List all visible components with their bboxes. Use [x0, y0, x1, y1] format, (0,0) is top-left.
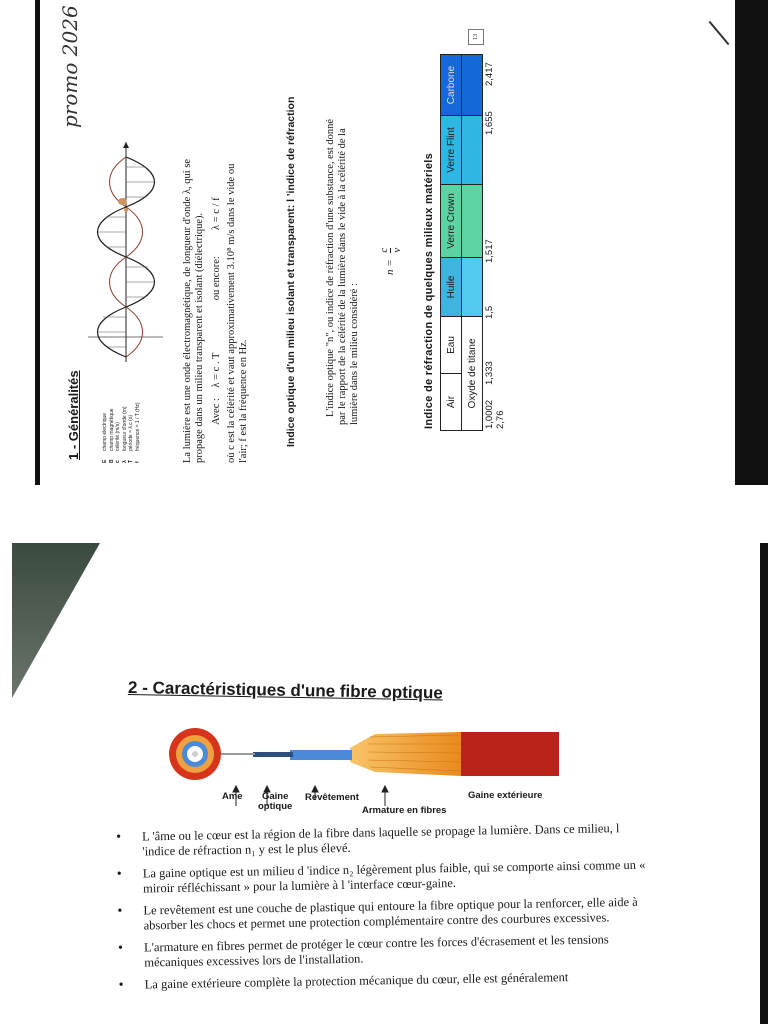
paper-stain — [124, 208, 128, 212]
table-color-cell — [462, 116, 483, 185]
table-value: 1,5 — [484, 305, 495, 319]
formula-numerator: c — [378, 247, 390, 253]
legend-item: Echamp électrique — [102, 412, 108, 463]
refraction-table — [440, 54, 483, 431]
bullet-item-armature: • L'armature en fibres permet de protéger le cœur contre les forces d'écrasement et les tensions mécaniques excessives lors de l'installation. — [114, 932, 654, 971]
table-color-cell — [462, 55, 483, 116]
table-row-oxyde — [462, 55, 483, 431]
paper-stain — [118, 198, 127, 205]
bullet-item-gaine-exterieure: • La gaine extérieure complète la protection mécanique du cœur, elle est généralement — [115, 969, 655, 993]
document-page-1 — [40, 0, 735, 485]
table-row-label: Oxyde de titane — [462, 317, 483, 431]
table-header-cell: Verre Crown — [441, 185, 462, 258]
label-gaine-optique: Gaine optique — [258, 791, 293, 812]
table-value-extra: 2,76 — [495, 410, 506, 429]
table-value: 2,417 — [484, 62, 495, 86]
table-value: 1,517 — [484, 239, 495, 263]
table-value: 1,0002 — [484, 399, 495, 429]
table-header-cell: Huile — [441, 258, 462, 317]
indice-line-2: par le rapport de la célérité de la lumière dans le vide à la célérité de la — [337, 128, 348, 425]
fiber-cross-section-diagram — [165, 722, 565, 784]
formula-denominator: v — [391, 247, 403, 253]
legend-item: Bchamp magnétique — [108, 408, 115, 463]
indice-line-1: L'indice optique "n", ou indice de réfraction d'une substance, est donné — [325, 118, 336, 417]
table-header-cell: Verre Flint — [441, 116, 462, 185]
handwritten-note: promo 2026 — [58, 5, 82, 128]
rotated-content — [40, 0, 735, 485]
bullet-item-ame: • L 'âme ou le cœur est la région de la fibre dans laquelle se propage la lumière. Dans ce milieu, l 'indice de réfraction n₁ y est le plus élevé. — [112, 821, 652, 860]
table-title: Indice de réfraction de quelques milieux matériels — [423, 152, 435, 429]
table-header-cell: Eau — [441, 317, 462, 374]
scan-border-right — [734, 0, 768, 485]
celerite-line-1: où c est la célérité et vaut approximativement 3.10⁸ m/s dans le vide ou — [226, 163, 237, 463]
gaine-optique-segment — [253, 752, 293, 757]
table-header-cell: Carbone — [441, 55, 462, 116]
scan-border-left-top — [0, 0, 40, 485]
bullet-item-revetement: • Le revêtement est une couche de plastique qui entoure la fibre optique pour la renforcer, elle aide à absorber les chocs et permet une protection complémentaire contre des courbures excessives. — [113, 895, 653, 934]
formula-fraction — [378, 248, 403, 253]
refraction-formula — [378, 248, 403, 275]
subsection-title-indice: Indice optique d'un milieu isolant et transparent: l 'indice de réfraction — [285, 96, 297, 447]
indice-line-3: lumière dans le milieu considéré : — [349, 283, 360, 425]
legend-item: Tpériode = λ.c (s) — [128, 415, 134, 463]
gaine-exterieure-segment — [461, 732, 559, 776]
fiber-bullet-list — [112, 821, 655, 1000]
label-revetement: Revêtement — [305, 792, 359, 803]
section-title-fibre: 2 - Caractéristiques d'une fibre optique — [127, 678, 443, 703]
bullet-item-gaine-optique: • La gaine optique est un milieu d 'indice n₂ légèrement plus faible, qui se comporte ainsi comme un « miroir réfléchissant » pour la lumière à l 'interface cœur-gaine. — [113, 858, 653, 897]
legend-item: λlongueur d'onde (m) — [121, 406, 128, 463]
table-value: 1,655 — [484, 111, 495, 135]
avec-line: Avec : λ = c . T ou encore: λ = c / f — [211, 197, 222, 425]
section-title-generalites: 1 - Généralités — [66, 370, 81, 460]
formula-lhs: n = — [384, 259, 397, 275]
page-number: 13 — [468, 29, 484, 45]
intro-line-2: propage dans un milieu transparent et isolant (diélectrique). — [194, 212, 205, 463]
label-armature: Armature en fibres — [362, 805, 447, 816]
em-wave-diagram — [78, 137, 168, 367]
wave-legend — [102, 402, 141, 463]
armature-segment — [350, 732, 461, 776]
table-color-cell — [462, 258, 483, 317]
table-value: 1,333 — [484, 361, 495, 385]
table-row-header — [441, 55, 462, 431]
label-gaine-exterieure: Gaine extérieure — [468, 790, 543, 801]
intro-line-1: La lumière est une onde électromagnétique, de longueur d'onde λ, qui se — [182, 158, 193, 463]
table-color-cell — [462, 185, 483, 258]
table-header-cell: Air — [441, 374, 462, 431]
legend-item: ccélérité (m/s) — [115, 422, 121, 463]
label-ame: Ame — [222, 791, 243, 802]
legend-item: ffréquence = 1 / T (Hz) — [134, 402, 141, 463]
revetement-segment — [290, 750, 352, 760]
celerite-line-2: l'air; f est la fréquence en Hz. — [238, 339, 249, 463]
